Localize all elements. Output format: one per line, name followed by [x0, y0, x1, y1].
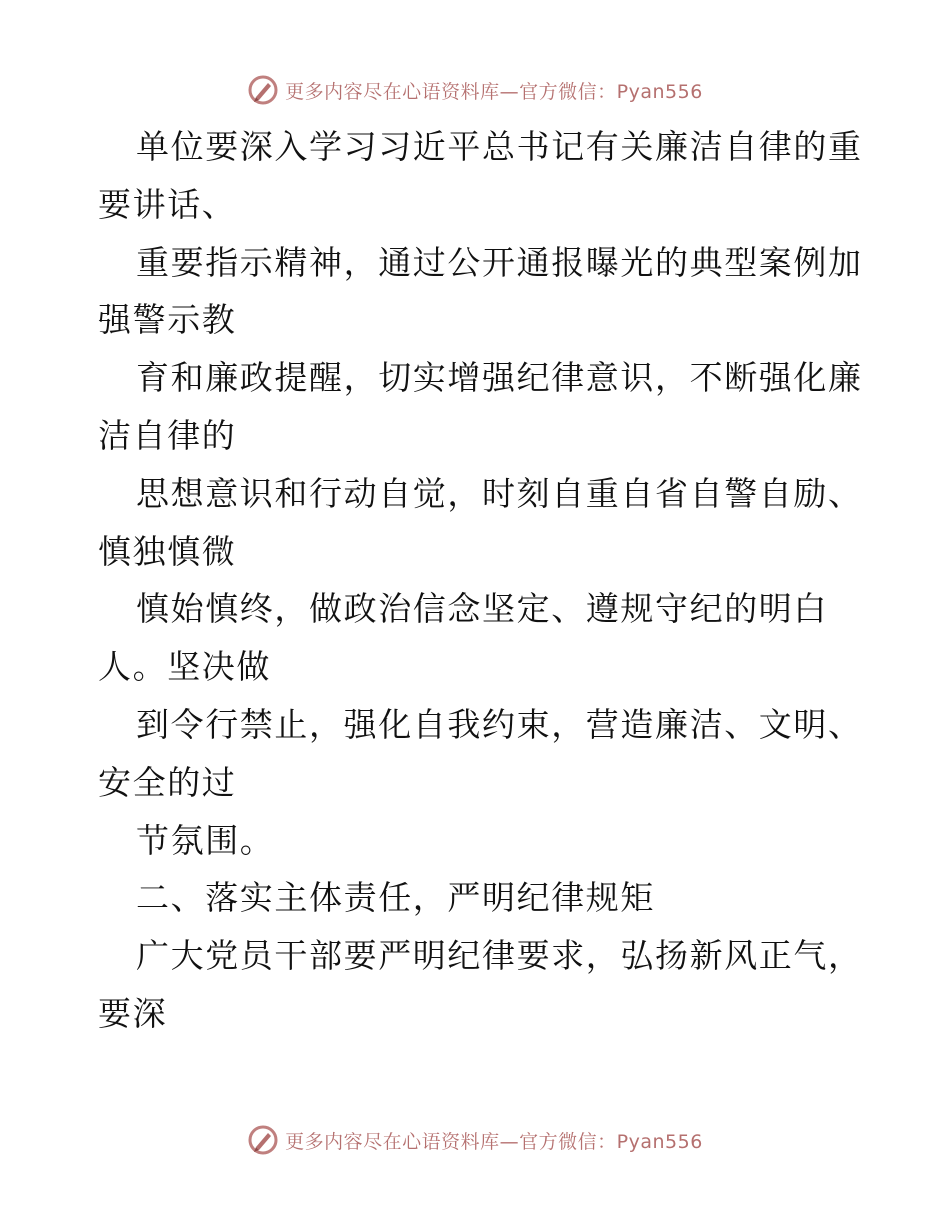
footer-watermark: [0, 1120, 950, 1160]
text-line-16: 要深: [98, 993, 168, 1033]
text-line-4: 强警示教: [98, 300, 237, 340]
text-line-11: 到令行禁止，强化自我约束，营造廉洁、文明、: [136, 704, 863, 744]
text-line-7: 思想意识和行动自觉，时刻自重自省自警自励、: [136, 473, 863, 513]
text-line-1: 单位要深入学习习近平总书记有关廉洁自律的重: [136, 127, 863, 166]
section-heading: 二、落实主体责任，严明纪律规矩: [136, 878, 655, 918]
text-line-12: 安全的过: [98, 762, 237, 802]
text-line-13: 节氛围。: [136, 820, 275, 860]
pen-logo-icon: [247, 74, 279, 106]
text-line-5: 育和廉政提醒，切实增强纪律意识，不断强化廉: [136, 358, 863, 398]
text-line-6: 洁自律的: [98, 415, 237, 455]
footer-watermark-text: 更多内容尽在心语资料库—官方微信：Pyan556: [285, 1130, 703, 1153]
text-line-9: 慎始慎终，做政治信念坚定、遵规守纪的明白: [136, 589, 828, 629]
document-body: [98, 118, 863, 1043]
text-line-8: 慎独慎微: [98, 531, 237, 571]
text-line-3: 重要指示精神，通过公开通报曝光的典型案例加: [136, 242, 863, 282]
pen-logo-icon: [247, 1124, 279, 1156]
text-line-2: 要讲话、: [98, 184, 237, 224]
text-line-15: 广大党员干部要严明纪律要求，弘扬新风正气，: [136, 936, 863, 976]
header-watermark-text: 更多内容尽在心语资料库—官方微信：Pyan556: [285, 80, 703, 103]
header-watermark: [0, 70, 950, 110]
text-line-10: 人。坚决做: [98, 647, 271, 687]
